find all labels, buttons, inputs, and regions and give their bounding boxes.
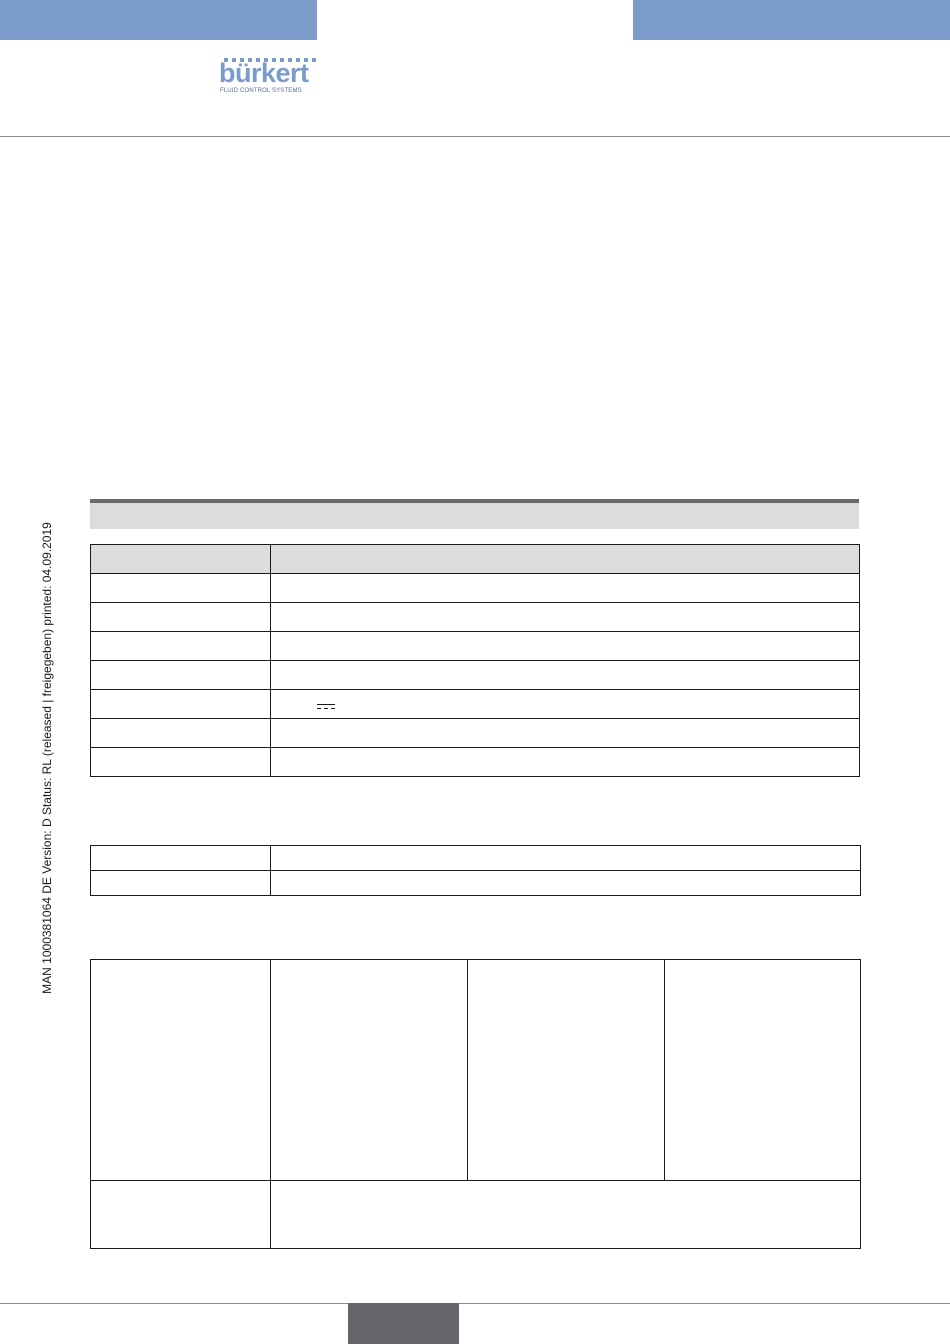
section-heading-rule	[90, 499, 859, 503]
section-heading-bar	[90, 499, 859, 529]
table-cell	[271, 574, 860, 603]
table-cell	[271, 846, 861, 871]
header-divider	[0, 136, 950, 137]
table-cell	[91, 871, 271, 896]
table-cell	[271, 661, 860, 690]
logo-tagline: FLUID CONTROL SYSTEMS	[220, 87, 302, 94]
table-cell	[271, 1181, 861, 1249]
technical-data-table	[90, 544, 860, 777]
table-cell	[91, 632, 271, 661]
table-row	[91, 603, 860, 632]
table-header-row	[91, 545, 860, 574]
table-row	[91, 574, 860, 603]
table-cell	[91, 846, 271, 871]
table-cell	[91, 748, 271, 777]
table-row	[91, 661, 860, 690]
table-row	[91, 748, 860, 777]
footer-divider	[0, 1303, 950, 1304]
header-band-left	[0, 0, 317, 40]
table-cell	[271, 960, 468, 1181]
page-number-tab	[348, 1303, 459, 1344]
table-row	[91, 871, 861, 896]
table-header-cell	[271, 545, 860, 574]
diagram-table	[90, 959, 861, 1249]
secondary-data-table	[90, 845, 861, 896]
direct-current-icon	[317, 704, 335, 710]
document-status-note: MAN 1000381064 DE Version: D Status: RL (released | freigegeben) printed: 04.09.2019	[40, 522, 54, 994]
table-cell	[91, 960, 271, 1181]
table-row	[91, 690, 860, 719]
brand-logo	[219, 58, 319, 98]
table-cell	[91, 574, 271, 603]
table-cell	[271, 690, 860, 719]
table-row	[91, 1181, 861, 1249]
table-cell	[468, 960, 665, 1181]
table-row	[91, 719, 860, 748]
table-cell	[91, 603, 271, 632]
table-cell	[271, 748, 860, 777]
table-row	[91, 846, 861, 871]
table-cell	[91, 661, 271, 690]
table-cell	[271, 719, 860, 748]
table-cell	[665, 960, 861, 1181]
table-cell	[271, 632, 860, 661]
table-header-cell	[91, 545, 271, 574]
table-cell	[91, 690, 271, 719]
table-cell	[271, 603, 860, 632]
table-cell	[91, 1181, 271, 1249]
table-cell	[271, 871, 861, 896]
table-row	[91, 960, 861, 1181]
logo-wordmark: bürkert	[219, 58, 309, 88]
table-row	[91, 632, 860, 661]
header-band-right	[633, 0, 950, 40]
table-cell	[91, 719, 271, 748]
